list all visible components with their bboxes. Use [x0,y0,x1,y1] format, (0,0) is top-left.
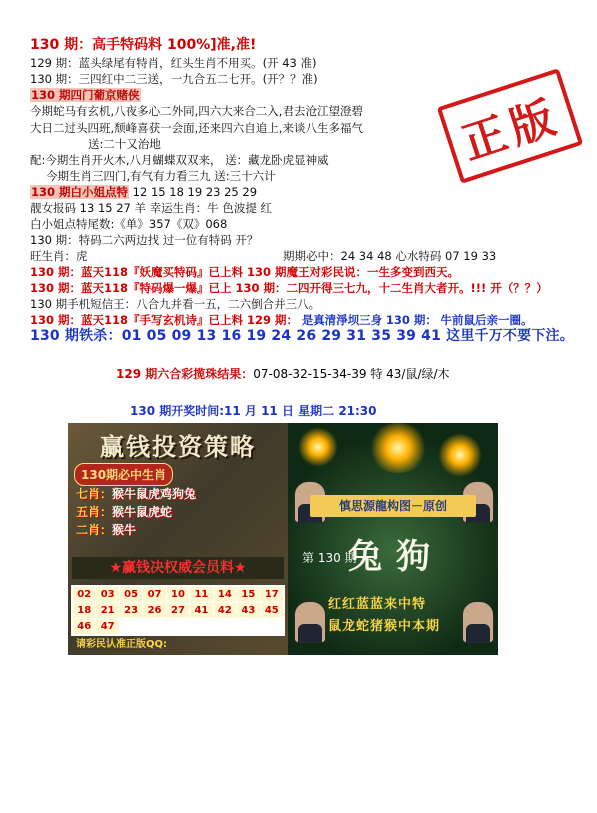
grid-number: 47 [96,619,118,634]
panel-banner: 慎思源龍构图－原创 [310,495,476,517]
zodiac-image-panel [288,423,498,655]
portrait-image [462,601,494,643]
grid-number: 07 [143,587,165,602]
pick-row [76,521,276,539]
pick-key: 七肖： [76,487,113,501]
sidoor-heading-text: 130 期四门葡京赌侠 [31,88,140,102]
strategy-panel [68,423,288,655]
firework-graphic [298,427,338,467]
pick-value: 猴牛 [112,523,137,537]
panel-period: 第 130 期 [302,551,357,565]
section-heading-bxj [30,185,257,199]
result-label: 129 期六合彩揽珠结果： [116,367,254,381]
featured-zodiac: 兔狗 [348,537,444,577]
firework-graphic [368,423,428,473]
grid-number: 10 [167,587,189,602]
grid-number: 21 [96,603,118,618]
grid-number: 17 [261,587,283,602]
panel-verse-2: 鼠龙蛇猪猴中本期 [328,619,441,634]
bxj-heading-text: 130 期白小姐点特 [31,185,129,199]
special-line: 130 期：特码二六两边找 过一位有特码 开？ [30,233,259,247]
match-line-2: 今期生肖三四门,有气有力看三九 送:三十六计 [46,169,276,183]
grid-number: 23 [120,603,142,618]
pick-key: 二肖： [76,523,113,537]
lantian-text-4d: 牛前鼠后亲一圈。 [440,313,533,327]
grid-number: 27 [167,603,189,618]
grid-number: 02 [73,587,95,602]
lantian-text-4a: 130 期：蓝天118『手写玄机诗』已上料 129 期： [30,313,299,327]
grid-number: 45 [261,603,283,618]
draw-time: 130 期开奖时间:11 月 11 日 星期二 21:30 [130,404,377,418]
grid-number: 46 [73,619,95,634]
grid-number: 14 [214,587,236,602]
lantian-line-2 [30,281,548,295]
authentic-stamp: 正版 [437,68,583,184]
pick-row [76,485,276,503]
must-hit: 期期必中：24 34 48 心水特码 07 19 33 [283,249,497,263]
draw-result [116,365,450,382]
tail-line: 白小姐点特尾数:《单》357《双》068 [30,217,228,231]
grid-number: 05 [120,587,142,602]
poem-line-1: 今期蛇马有玄机,八夜多心二外同,四六大来合二入,君去沧江望澄碧 [30,104,363,118]
line-130-hint: 130 期：三四红中二三送，一九合五二七开。(开？？准) [30,72,318,86]
lantian-line-1 [30,265,459,279]
zodiac-picks [76,485,276,539]
pick-key: 五肖： [76,505,113,519]
sms-line: 130 期手机短信王：八合九并看一五，二六倒合并三八。 [30,297,321,311]
lantian-text-4c: 130 期： [385,313,437,327]
panel-verse-1: 红红蓝蓝来中特 [328,597,427,612]
lantian-text-2: 130 期：蓝天118『特码爆一爆』已上 130 期：二四开得三七九，十二生肖大者开。!!! 开（？？） [30,281,548,295]
result-value: 07-08-32-15-34-39 特 43/鼠/绿/木 [253,367,450,381]
pick-value: 猴牛鼠虎蛇 [112,505,173,519]
number-grid [71,585,285,636]
bxj-numbers: 12 15 18 19 23 25 29 [132,185,258,199]
page-title: 130 期：高手特码料 100%]准,准! [30,37,257,53]
grid-number: 15 [237,587,259,602]
grid-number: 43 [237,603,259,618]
grid-number: 42 [214,603,236,618]
grid-number: 26 [143,603,165,618]
hot-zodiac: 旺生肖：虎 [30,249,88,263]
pick-row [76,503,276,521]
line-129-hint: 129 期：蓝头绿尾有特肖，红头生肖不用买。(开 43 准) [30,56,317,70]
grid-number: 41 [190,603,212,618]
lantian-text-1: 130 期：蓝天118『妖魔买特码』已上料 130 期魔王对彩民说：一生多变到西天。 [30,265,460,279]
portrait-image [294,601,326,643]
poem-line-2: 大日二过头四班,颓峰喜获一会面,还来四六自追上,来谈八生多福气 [30,121,363,135]
lucky-line: 靓女报码 13 15 27 羊 幸运生肖：牛 色波提 红 [30,201,272,215]
strategy-title: 赢钱投资策略 [100,432,256,461]
poem-send: 送:二十又治地 [88,137,161,151]
member-banner: ★赢钱决权威会员料★ [72,557,284,579]
kill-numbers: 130 期铁杀：01 05 09 13 16 19 24 26 29 31 35 39 41 这里千万不要下注。 [30,328,574,344]
firework-graphic [438,433,482,477]
grid-number: 03 [96,587,118,602]
pick-value: 猴牛鼠虎鸡狗兔 [112,487,197,501]
match-line-1: 配:今期生肖开火木,八月蝴蝶双双来， 送：藏龙卧虎显神威 [30,153,329,167]
section-heading-sidoor [30,88,141,102]
strategy-subtitle: 130期必中生肖 [74,463,173,486]
grid-number: 18 [73,603,95,618]
grid-number: 11 [190,587,212,602]
lantian-text-4b: 是真清淨坝三身 [301,313,383,327]
qq-notice: 请彩民认准正版QQ: [76,639,168,650]
